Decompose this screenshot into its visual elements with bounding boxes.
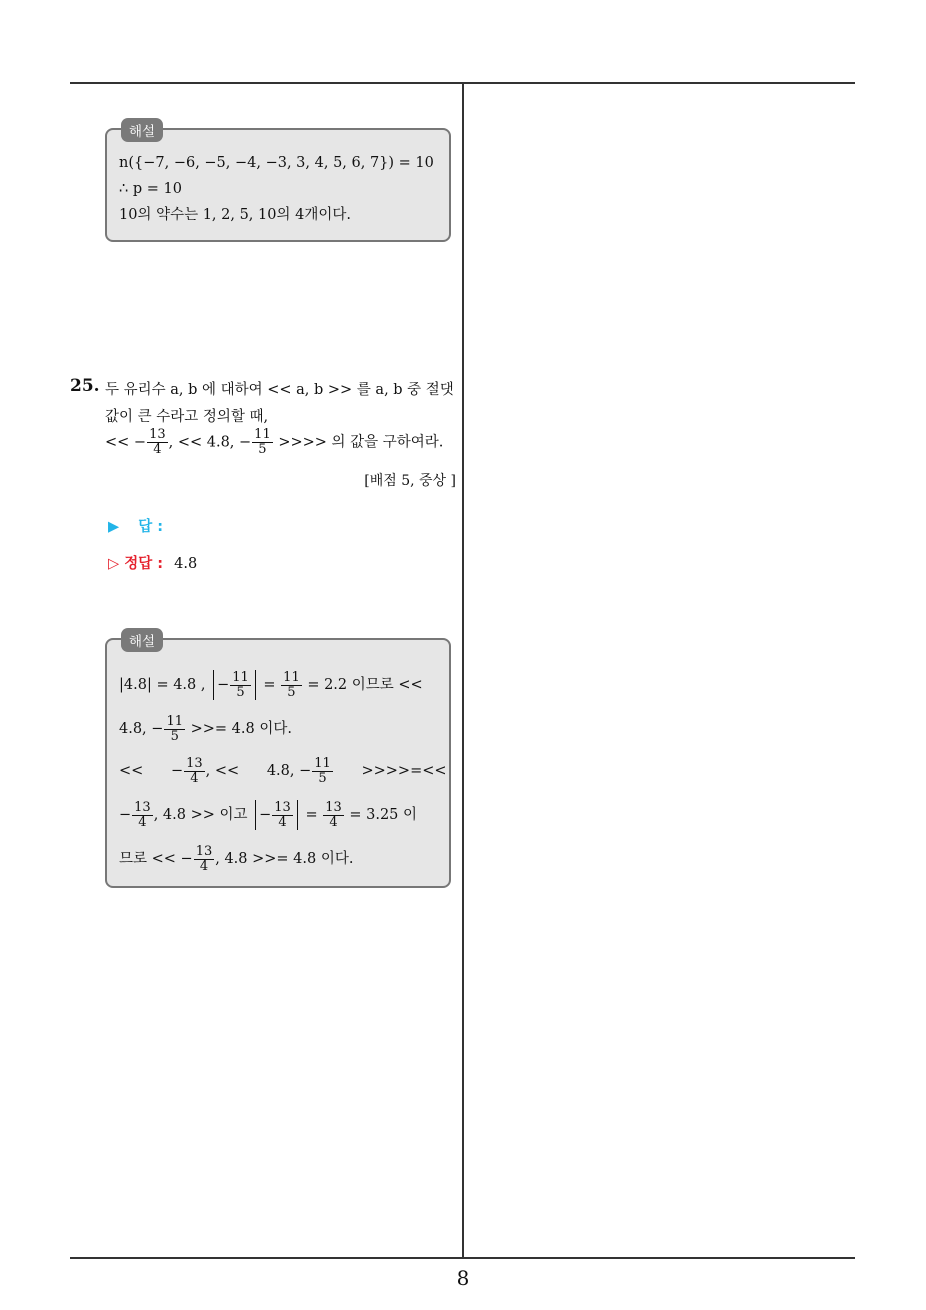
question-number: 25. xyxy=(70,376,100,396)
answer-label: 답 : xyxy=(138,519,164,535)
expr-text: = 3.25 이 xyxy=(349,807,418,823)
fraction xyxy=(132,801,153,830)
explanation-line: n({−7, −6, −5, −4, −3, 3, 4, 5, 6, 7}) = 10 xyxy=(119,155,434,171)
score-label: [배점 5, 중상 ] xyxy=(364,473,456,489)
abs-bar xyxy=(297,800,298,830)
expr-text: 4.8, − xyxy=(119,721,164,737)
denominator: 5 xyxy=(236,684,245,700)
explanation-line: ∴ p = 10 xyxy=(119,181,182,197)
bottom-rule xyxy=(70,1257,855,1259)
correct-answer-label: 정답 : xyxy=(124,556,164,572)
expr-text: , 4.8 >> 이고 xyxy=(153,807,248,823)
explanation-line: 10의 약수는 1, 2, 5, 10의 4개이다. xyxy=(119,207,351,223)
expr-text: >>>>=<< xyxy=(333,763,447,779)
correct-answer-row xyxy=(108,552,197,573)
explanation-line xyxy=(119,662,437,708)
explanation-tag: 해설 xyxy=(121,118,163,142)
numerator: 13 xyxy=(149,427,166,442)
fraction xyxy=(323,801,344,830)
denominator: 4 xyxy=(153,442,162,457)
fraction xyxy=(272,801,293,830)
fraction xyxy=(252,428,273,457)
abs-bar xyxy=(255,800,256,830)
triangle-right-icon: ▶ xyxy=(108,519,120,535)
expr-text: 므로 << − xyxy=(119,851,193,867)
fraction xyxy=(147,428,168,457)
numerator: 13 xyxy=(274,799,291,815)
question-line-3 xyxy=(105,428,457,457)
denominator: 4 xyxy=(199,858,209,874)
denominator: 4 xyxy=(190,770,199,786)
page-number: 8 xyxy=(456,1266,470,1290)
numerator: 13 xyxy=(186,755,203,771)
expr-text: >>= 4.8 이다. xyxy=(190,721,292,737)
expr-text: = xyxy=(263,677,276,693)
expr-text: = xyxy=(305,807,318,823)
explanation-line xyxy=(119,792,437,838)
expr-text: − xyxy=(217,677,230,693)
fraction xyxy=(194,845,215,874)
explanation-box-2 xyxy=(105,634,451,888)
triangle-outline-icon: ▷ xyxy=(108,556,120,572)
denominator: 4 xyxy=(138,814,147,830)
fraction xyxy=(230,671,251,700)
expr-text: − xyxy=(119,807,132,823)
explanation-box-1 xyxy=(105,124,451,242)
numerator: 13 xyxy=(325,799,342,815)
question-text: >>>> 의 값을 구하여라. xyxy=(273,434,444,451)
column-divider xyxy=(462,83,464,1258)
expr-text: << − xyxy=(119,763,184,779)
denominator: 5 xyxy=(170,728,179,744)
explanation-tag: 해설 xyxy=(121,628,163,652)
question-text: << − xyxy=(105,434,147,451)
question-text: , << 4.8, − xyxy=(168,434,252,451)
answer-row xyxy=(108,515,163,536)
numerator: 11 xyxy=(314,755,331,771)
numerator: 13 xyxy=(134,799,151,815)
expr-text: , << 4.8, − xyxy=(205,763,312,779)
denominator: 4 xyxy=(278,814,287,830)
fraction xyxy=(184,757,205,786)
question-line-2: 값이 큰 수라고 정의할 때, xyxy=(105,409,269,425)
expr-text: |4.8| = 4.8 , xyxy=(119,677,206,693)
abs-bar xyxy=(213,670,214,700)
numerator: 11 xyxy=(283,669,300,685)
numerator: 11 xyxy=(166,713,183,729)
expr-text: = 2.2 이므로 << xyxy=(307,677,423,693)
denominator: 5 xyxy=(287,684,296,700)
fraction xyxy=(312,757,333,786)
explanation-line xyxy=(119,708,437,750)
numerator: 11 xyxy=(232,669,249,685)
denominator: 4 xyxy=(329,814,338,830)
numerator: 13 xyxy=(195,843,213,859)
fraction xyxy=(281,671,302,700)
denominator: 5 xyxy=(258,442,267,457)
correct-answer-value: 4.8 xyxy=(174,556,198,572)
numerator: 11 xyxy=(254,427,271,442)
expr-text: , 4.8 >>= 4.8 이다. xyxy=(215,851,354,867)
denominator: 5 xyxy=(318,770,327,786)
expr-text: − xyxy=(259,807,272,823)
explanation-line xyxy=(119,750,447,792)
abs-bar xyxy=(255,670,256,700)
fraction xyxy=(164,715,185,744)
question-line-1: 두 유리수 a, b 에 대하여 << a, b >> 를 a, b 중 절댓 xyxy=(105,382,454,398)
explanation-line xyxy=(119,838,437,880)
